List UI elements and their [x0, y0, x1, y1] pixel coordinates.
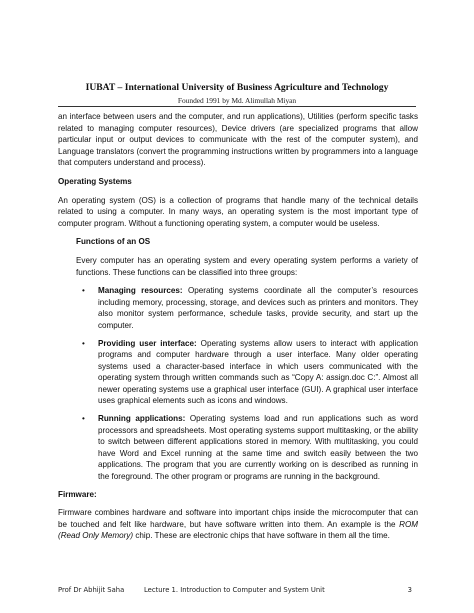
page-number: 3 — [407, 586, 412, 594]
bullet-term: Running applications: — [98, 414, 186, 424]
footer-author: Prof Dr Abhijit Saha — [58, 586, 125, 594]
document-body — [58, 111, 418, 542]
firmware-text-end: chip. These are electronic chips that have software in them all the time. — [133, 531, 390, 541]
bullet-term: Managing resources: — [98, 286, 183, 296]
list-item — [82, 338, 418, 408]
bullet-text: Operating systems load and run applications such as word processors and spreadsheets. Most operating systems support multitasking, or the ability to switch between different applications stored in memory. With multitasking, you could have Word and Excel running at the same time and switch easily between the two applications. The program that you are currently working on is described as running in the foreground. The other program or programs are running in the background. — [98, 414, 418, 482]
bullet-icon: • — [82, 414, 85, 424]
founded-subtitle: Founded 1991 by Md. Alimullah Miyan — [177, 96, 297, 105]
functions-heading: Functions of an OS — [76, 237, 151, 247]
firmware-text-start: Firmware combines hardware and software into important chips inside the microcomputer that can be touched and felt like hardware, but have software written into them. An example is the — [58, 508, 418, 529]
os-functions-list — [58, 285, 418, 483]
os-heading: Operating Systems — [58, 176, 132, 186]
bullet-icon: • — [82, 286, 85, 296]
firmware-heading: Firmware: — [58, 489, 97, 499]
bullet-text: Operating systems coordinate all the computer’s resources including memory, processing, storage, and devices such as printers and monitors. They also monitor system performance, schedule tasks, provide security, and start up the computer. — [98, 286, 418, 330]
bullet-text: Operating systems allow users to interact with application programs and computer hardware through a user interface. Many older operating systems used a character-based interface in which users communicated with the operating system through written commands such as “Copy A: assign.doc C:”. Almost all newer operating systems use a graphical user interface (GUI). A graphical user interface uses graphical elements such as icons and windows. — [98, 338, 418, 406]
header-divider — [58, 106, 416, 107]
university-title: IUBAT – International University of Business Agriculture and Technology — [85, 82, 389, 93]
list-item — [82, 285, 418, 331]
firmware-rom-term: ROM (Read Only Memory) — [58, 519, 418, 541]
bullet-icon: • — [82, 338, 85, 348]
firmware-paragraph — [58, 507, 418, 542]
bullet-term: Providing user interface: — [98, 338, 197, 348]
os-paragraph: An operating system (OS) is a collection of programs that handle many of the technical details related to using a computer. In many ways, an operating system is the most important type of computer program. Without a functioning operating system, a computer would be useless. — [58, 195, 418, 228]
footer-lecture: Lecture 1. Introduction to Computer and System Unit — [144, 586, 325, 594]
intro-paragraph: an interface between users and the computer, and run applications), Utilities (perform specific tasks related to managing computer resources), Device drivers (are specialized programs that allow particular input or output devices to communicate with the rest of the computer system), and Language translators (convert the programming instructions written by programmers into a language that computers understand and process). — [58, 112, 418, 168]
functions-paragraph: Every computer has an operating system and every operating system performs a variety of functions. These functions can be classified into three groups: — [76, 255, 418, 277]
list-item — [82, 413, 418, 483]
